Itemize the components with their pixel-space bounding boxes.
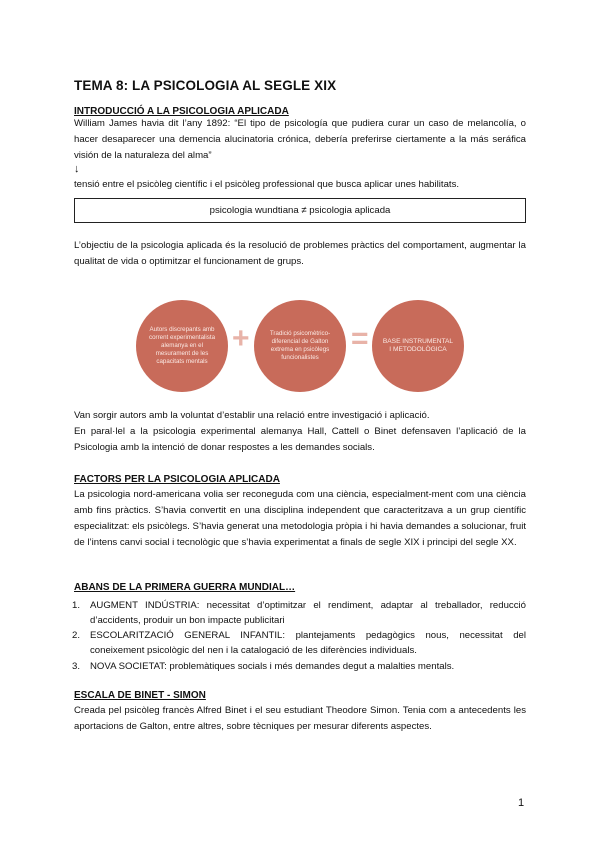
- list-item-text: NOVA SOCIETAT: problemàtiques socials i més demandes degut a malalties mentals.: [90, 661, 455, 672]
- page-title: TEMA 8: LA PSICOLOGIA AL SEGLE XIX: [74, 78, 337, 93]
- factors-text: La psicologia nord-americana volia ser reconeguda com una ciència, especialment-ment com una ciència amb fins pràctics. S’havia convertit en una disciplina independent que caracteritzava a un grup científic especialitzat: els psicòlegs. S’havia generat una metodologia pròpia i hi havia demandes a solucionar, fruit de l’intens canvi social i tecnològic que s’havia experimentat a finals de segle XIX i principi del segle XX.: [74, 489, 526, 548]
- equation-diagram: [136, 296, 466, 396]
- list-item-number: 3.: [72, 661, 81, 672]
- list-item: [72, 598, 526, 628]
- tension-text: tensió entre el psicòleg científic i el psicòleg professional que busca aplicar unes habilitats.: [74, 179, 460, 190]
- autors-text: Van sorgir autors amb la voluntat d’establir una relació entre investigació i aplicació.: [74, 410, 430, 421]
- heading-introduccio: INTRODUCCIÓ A LA PSICOLOGIA APLICADA: [74, 106, 289, 117]
- james-quote: William James havia dit l’any 1892: “El tipo de psicología que pudiera curar un caso de melancolía, o hacer desaparecer una demencia alucinatoria crónica, debería preferirse ciertamente a la más seráfica visión de la naturaleza del alma”: [74, 118, 526, 161]
- list-item-text: AUGMENT INDÚSTRIA: necessitat d’optimitzar el rendiment, adaptar al treballador, reducció d’accidents, produir un bon impacte publicitari: [90, 600, 526, 626]
- comparison-box: psicologia wundtiana ≠ psicologia aplicada: [74, 198, 526, 223]
- down-arrow-icon: ↓: [74, 163, 80, 175]
- page-number: 1: [518, 797, 525, 809]
- equals-icon: =: [351, 322, 369, 355]
- list-item-number: 2.: [72, 630, 81, 641]
- diagram-circle-base: BASE INSTRUMENTAL I METODOLÒGICA: [372, 300, 464, 392]
- list-item: [72, 628, 526, 658]
- binet-text: Creada pel psicòleg francès Alfred Binet i el seu estudiant Theodore Simon. Tenia com a antecedents les aportacions de Galton, entre altres, sobre tècniques per mesurar diferents aspectes.: [74, 705, 526, 732]
- heading-factors: FACTORS PER LA PSICOLOGIA APLICADA: [74, 474, 280, 485]
- plus-icon: +: [232, 322, 250, 355]
- list-item-number: 1.: [72, 600, 81, 611]
- heading-binet: ESCALA DE BINET - SIMON: [74, 690, 206, 701]
- list-item-text: ESCOLARITZACIÓ GENERAL INFANTIL: plantejaments pedagògics nous, necessitat del coneixement psicològic del nen i la catalogació de les diferències individuals.: [90, 630, 526, 656]
- diagram-circle-autors: Autors discrepants amb corrent experimentalista alemanya en el mesurament de les capacitats mentals: [136, 300, 228, 392]
- parallel-text: En paral·lel a la psicologia experimental alemanya Hall, Cattell o Binet defensaven l’aplicació de la Psicologia amb la intenció de donar respostes a les demandes socials.: [74, 426, 526, 453]
- objective-text: L’objectiu de la psicologia aplicada és la resolució de problemes pràctics del comportament, augmentar la qualitat de vida o optimitzar el funcionament de grups.: [74, 240, 526, 267]
- heading-abans: ABANS DE LA PRIMERA GUERRA MUNDIAL…: [74, 582, 296, 593]
- diagram-circle-tradicio: Tradició psicomètrico-diferencial de Galton extrema en psicòlegs funcionalistes: [254, 300, 346, 392]
- list-item: [72, 659, 526, 674]
